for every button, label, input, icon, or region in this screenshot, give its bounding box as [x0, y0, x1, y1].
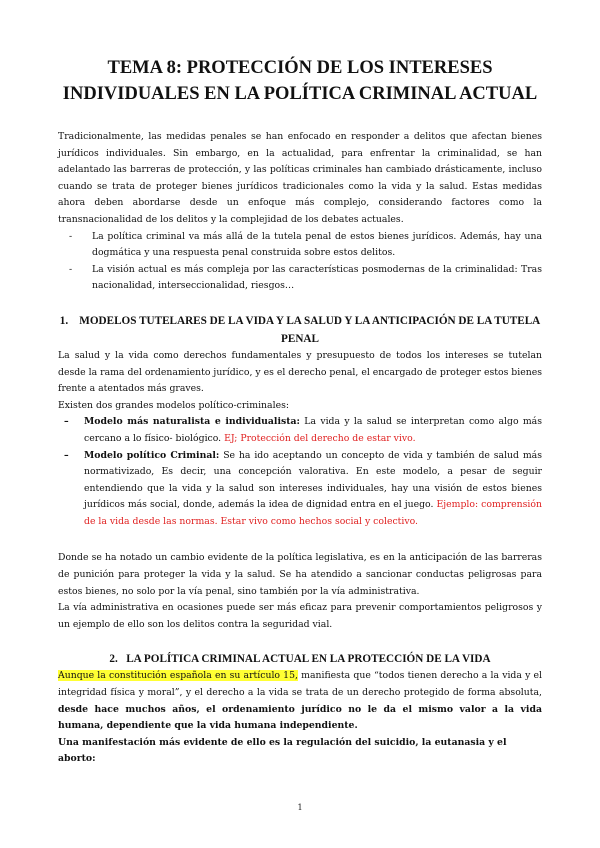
intro-list	[58, 229, 542, 295]
paragraph-text: manifiesta que “todos tienen derecho a la vida y el integridad física y moral”, y el derecho a la vida se trata de un derecho protegido de forma absoluta,	[58, 670, 542, 699]
model-name: Modelo político Criminal:	[84, 449, 220, 461]
models-list	[58, 414, 542, 530]
section-2-heading	[58, 650, 542, 668]
page-number: 1	[297, 803, 303, 812]
section-1-paragraph: Existen dos grandes modelos político-criminales:	[58, 399, 289, 411]
list-item	[84, 448, 542, 531]
section-1-paragraph: La salud y la vida como derechos fundamentales y presupuesto de todos los intereses se tutelan desde la rama del ordenamiento jurídico, y es el derecho penal, el encargado de proteger estos bienes frente a atentados más graves.	[58, 349, 542, 395]
section-2-paragraph	[58, 735, 542, 768]
section-1-paragraph: La vía administrativa en ocasiones puede ser más eficaz para prevenir comportamientos peligrosos y un ejemplo de ello son los delitos contra la seguridad vial.	[58, 602, 542, 630]
list-item: - La visión actual es más compleja por las características posmodernas de la criminalidad: Tras nacionalidad, interseccionalidad, riesgos…	[92, 262, 542, 295]
section-2-paragraph	[58, 668, 542, 734]
highlighted-text: Aunque la constitución española en su artículo 15,	[58, 670, 298, 682]
model-description: La vida y la salud se interpretan como algo más cercano a lo físico- biológico.	[84, 416, 542, 444]
intro-paragraph: Tradicionalmente, las medidas penales se han enfocado en responder a delitos que afectan bienes jurídicos individuales. Sin embargo, en la actualidad, para enfrentar la criminalidad, se han adelantado las barreras de protección, y las políticas criminales han cambiado drásticamente, incluso cuando se trata de proteger bienes jurídicos tradicionales como la vida y la salud. Estas medidas ahora deben abordarse desde un enfoque más complejo, considerando factores como la transnacionalidad de los delitos y la complejidad de los debates actuales.	[58, 131, 542, 225]
model-example: Ejemplo: comprensión de la vida desde las normas. Estar vivo como hechos social y colectivo.	[84, 499, 542, 527]
bold-text: desde hace muchos años, el ordenamiento jurídico no le da el mismo valor a la vida humana, dependiente que la vida humana independiente.	[58, 703, 542, 732]
section-1-paragraph: Donde se ha notado un cambio evidente de la política legislativa, es en la anticipación de las barreras de punición para proteger la vida y la salud. Se ha atendido a sancionar conductas peligrosas para estos bienes, no solo por la vía penal, sino también por la vía administrativa.	[58, 552, 542, 597]
list-item: - La política criminal va más allá de la tutela penal de estos bienes jurídicos. Además, hay una dogmática y una respuesta penal construida sobre estos delitos.	[92, 229, 542, 262]
page-title: TEMA 8: PROTECCIÓN DE LOS INTERESES INDIVIDUALES EN LA POLÍTICA CRIMINAL ACTUAL	[62, 58, 538, 104]
model-example: EJ; Protección del derecho de estar vivo.	[224, 432, 416, 444]
list-item	[84, 414, 542, 447]
section-title: LA POLÍTICA CRIMINAL ACTUAL EN LA PROTECCIÓN DE LA VIDA	[126, 653, 491, 666]
bold-text: Una manifestación más evidente de ello es la regulación del suicidio, la eutanasia y el aborto:	[58, 736, 507, 765]
model-description: Se ha ido aceptando un concepto de vida y también de salud más normativizado, Es decir, una concepción valorativa. En este modelo, a pesar de seguir entendiendo que la vida y la salud son intereses individuales, hay una visión de estos bienes jurídicos más social, donde, además la idea de dignidad entra en el juego.	[84, 449, 542, 511]
section-number: 1.	[59, 314, 69, 327]
section-title: MODELOS TUTELARES DE LA VIDA Y LA SALUD Y LA ANTICIPACIÓN DE LA TUTELA PENAL	[79, 314, 541, 345]
section-number: 2.	[109, 653, 118, 666]
model-name: Modelo más naturalista e individualista:	[84, 416, 300, 428]
section-1-heading	[58, 312, 542, 348]
